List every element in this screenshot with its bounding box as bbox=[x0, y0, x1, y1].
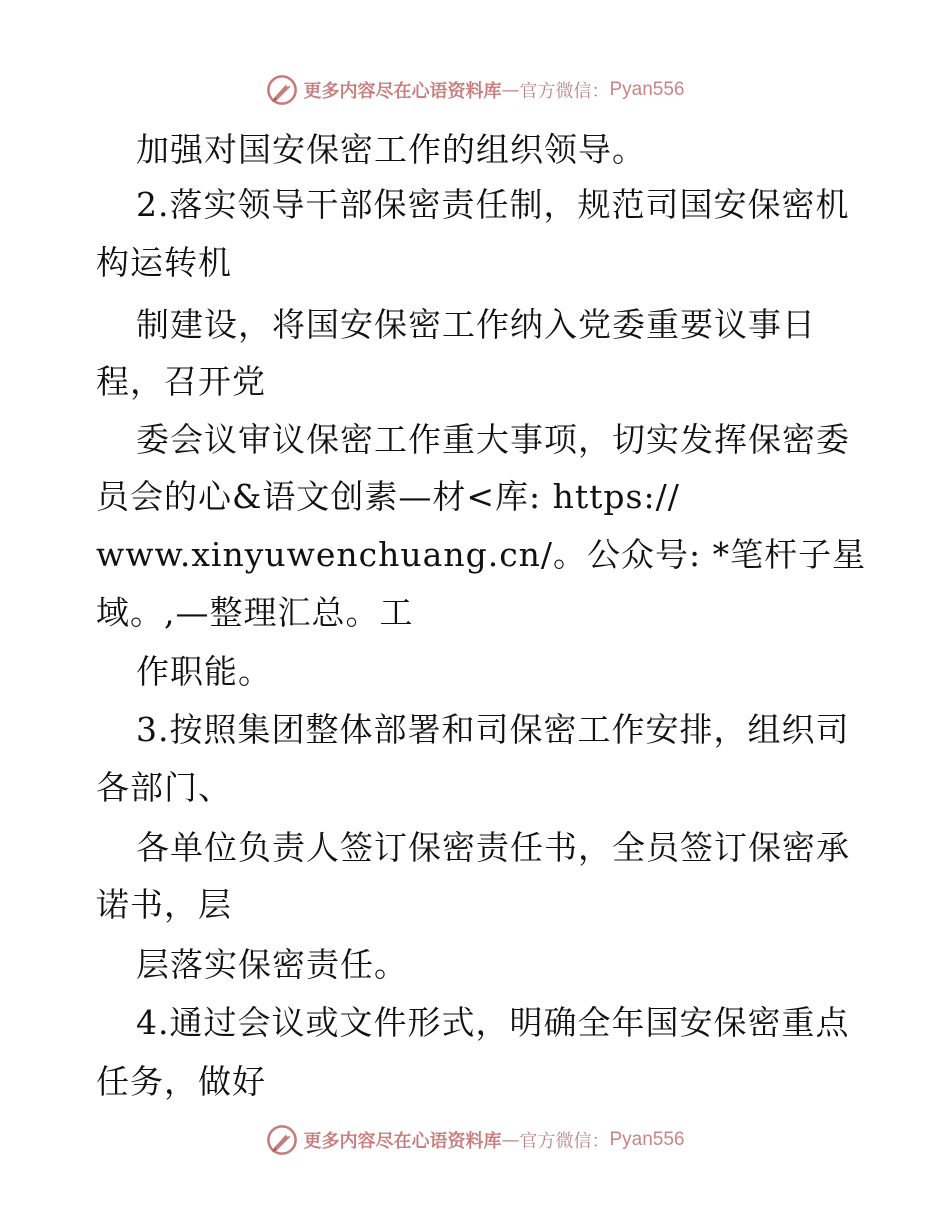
watermark-official-label: 官方微信： bbox=[519, 81, 610, 102]
body-line: 构运转机 bbox=[96, 243, 232, 282]
watermark-wechat-id: Pyan556 bbox=[609, 1129, 685, 1150]
body-line: 域。,—整理汇总。工 bbox=[96, 593, 414, 632]
body-line: 各部门、 bbox=[96, 768, 232, 807]
body-line: 程，召开党 bbox=[96, 362, 266, 401]
body-line: 各单位负责人签订保密责任书，全员签订保密承 bbox=[136, 828, 850, 867]
watermark-brand-text: 更多内容尽在心语资料库 bbox=[303, 81, 502, 102]
watermark-separator: — bbox=[501, 79, 520, 101]
body-line: 层落实保密责任。 bbox=[136, 945, 408, 984]
body-line: 制建设，将国安保密工作纳入党委重要议事日 bbox=[136, 305, 816, 344]
pen-nib-logo-icon bbox=[265, 73, 299, 107]
pen-nib-logo-icon bbox=[265, 1123, 299, 1157]
body-line: 4.通过会议或文件形式，明确全年国安保密重点 bbox=[136, 1003, 850, 1042]
body-line: www.xinyuwenchuang.cn/。公众号: *笔杆子星 bbox=[96, 535, 867, 574]
watermark-brand-text: 更多内容尽在心语资料库 bbox=[303, 1131, 502, 1152]
body-line: 3.按照集团整体部署和司保密工作安排，组织司 bbox=[136, 710, 850, 749]
header-watermark bbox=[0, 70, 950, 110]
body-line: 任务，做好 bbox=[96, 1062, 266, 1101]
body-line: 委会议审议保密工作重大事项，切实发挥保密委 bbox=[136, 420, 850, 459]
body-line: 诺书，层 bbox=[96, 885, 232, 924]
watermark-official-label: 官方微信： bbox=[519, 1131, 610, 1152]
body-line: 作职能。 bbox=[136, 652, 272, 691]
watermark-separator: — bbox=[501, 1129, 520, 1151]
footer-watermark bbox=[0, 1120, 950, 1160]
body-line: 2.落实领导干部保密责任制，规范司国安保密机 bbox=[136, 185, 850, 224]
body-line: 加强对国安保密工作的组织领导。 bbox=[136, 130, 646, 169]
watermark-wechat-id: Pyan556 bbox=[609, 79, 685, 100]
body-line: 员会的心&语文创素—材<库: https:// bbox=[96, 477, 680, 516]
